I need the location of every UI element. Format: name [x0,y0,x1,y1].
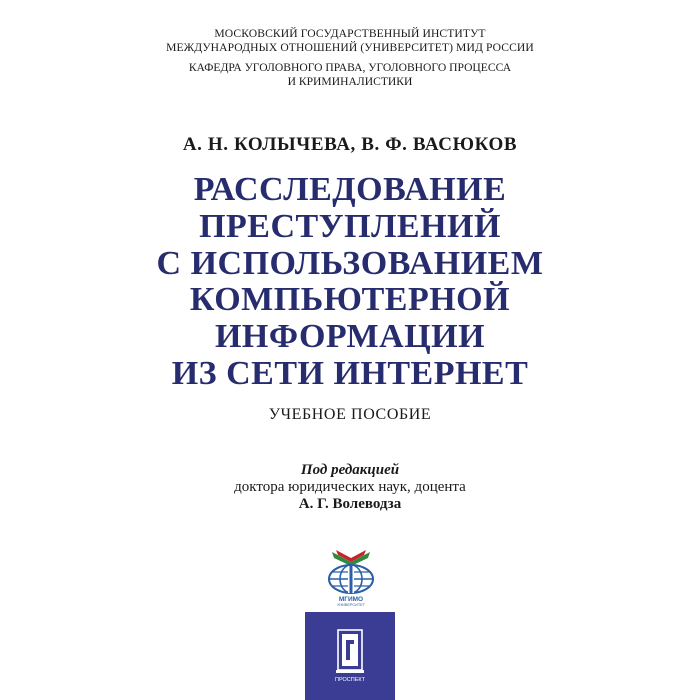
mgimo-logo-text: МГИМО [338,596,364,603]
institution-line-1: МОСКОВСКИЙ ГОСУДАРСТВЕННЫЙ ИНСТИТУТ [214,27,486,40]
editor-label: Под редакцией [300,462,400,478]
document-type: УЧЕБНОЕ ПОСОБИЕ [268,406,432,423]
institution-line-2: МЕЖДУНАРОДНЫХ ОТНОШЕНИЙ (УНИВЕРСИТЕТ) МИД РОССИИ [166,41,534,54]
title-line: КОМПЬЮТЕРНОЙ [189,281,511,319]
title-line: ПРЕСТУПЛЕНИЙ [199,207,501,245]
department-line-1: КАФЕДРА УГОЛОВНОГО ПРАВА, УГОЛОВНОГО ПРОЦЕССА [188,61,512,74]
editor-block [0,462,700,513]
book-title [0,172,700,393]
mgimo-logo-icon [320,548,382,606]
editor-name: А. Г. Волеводза [298,496,402,512]
department-line-2: И КРИМИНАЛИСТИКИ [287,75,413,88]
publisher-logo-text: ПРОСПЕКТ [335,677,365,683]
authors: А. Н. КОЛЫЧЕВА, В. Ф. ВАСЮКОВ [182,134,518,155]
title-line: РАССЛЕДОВАНИЕ [193,171,507,208]
institution-name [0,27,700,55]
department-name [0,61,700,89]
title-line: ИНФОРМАЦИИ [214,318,486,356]
title-line: С ИСПОЛЬЗОВАНИЕМ [156,244,544,282]
editor-description: доктора юридических наук, доцента [234,479,466,495]
title-line: ИЗ СЕТИ ИНТЕРНЕТ [171,354,529,392]
mgimo-logo-subtext: УНИВЕРСИТЕТ [336,603,366,606]
publisher-logo-icon [332,628,368,684]
